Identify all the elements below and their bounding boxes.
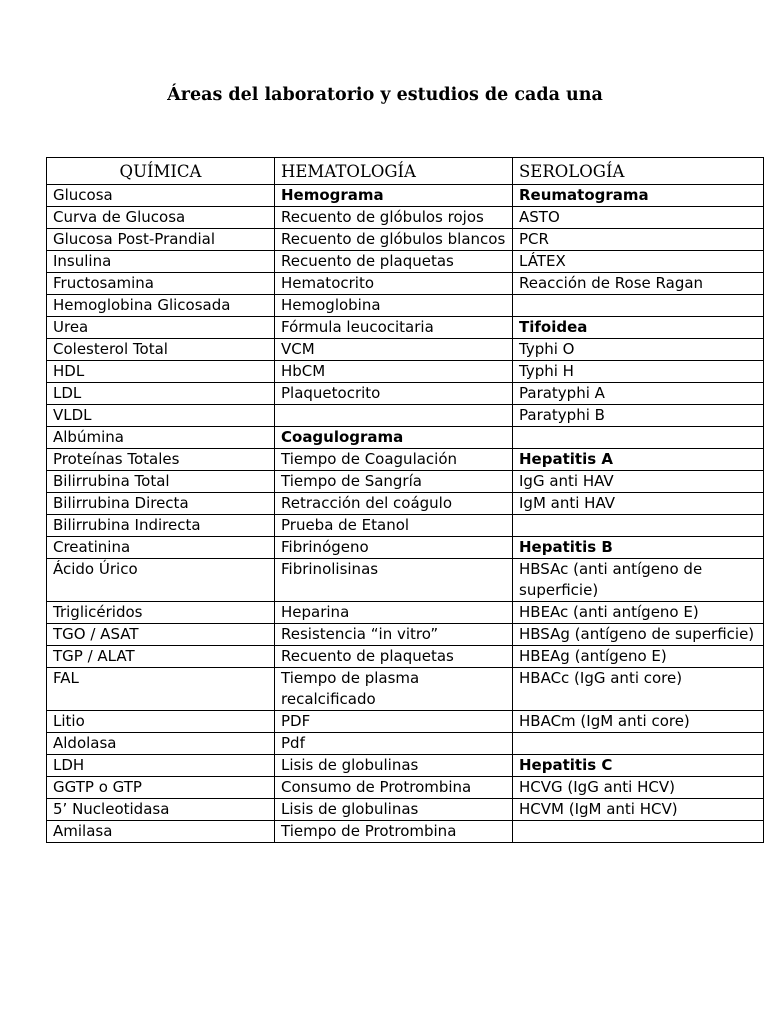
hematologia-cell: HbCM	[275, 361, 513, 383]
table-row	[47, 777, 764, 799]
serologia-cell: Paratyphi A	[513, 383, 764, 405]
quimica-cell: Hemoglobina Glicosada	[47, 295, 275, 317]
quimica-cell: Urea	[47, 317, 275, 339]
quimica-cell: Curva de Glucosa	[47, 207, 275, 229]
hematologia-cell: Prueba de Etanol	[275, 515, 513, 537]
hematologia-cell: Heparina	[275, 602, 513, 624]
hematologia-cell: Retracción del coágulo	[275, 493, 513, 515]
quimica-cell: 5’ Nucleotidasa	[47, 799, 275, 821]
quimica-cell: Glucosa	[47, 185, 275, 207]
document-title: Áreas del laboratorio y estudios de cada una	[167, 85, 603, 105]
quimica-cell: Triglicéridos	[47, 602, 275, 624]
table-row	[47, 317, 764, 339]
quimica-cell: TGO / ASAT	[47, 624, 275, 646]
table-row	[47, 361, 764, 383]
serologia-cell: HCVM (IgM anti HCV)	[513, 799, 764, 821]
table-row	[47, 427, 764, 449]
table-row	[47, 471, 764, 493]
serologia-cell	[513, 427, 764, 449]
quimica-cell: GGTP o GTP	[47, 777, 275, 799]
serologia-cell: Hepatitis C	[513, 755, 764, 777]
table-row	[47, 493, 764, 515]
quimica-cell: Insulina	[47, 251, 275, 273]
table-row	[47, 295, 764, 317]
serologia-cell	[513, 295, 764, 317]
quimica-cell: LDL	[47, 383, 275, 405]
hematologia-cell: Tiempo de Sangría	[275, 471, 513, 493]
serologia-cell: IgM anti HAV	[513, 493, 764, 515]
serologia-cell: HBSAg (antígeno de superficie)	[513, 624, 764, 646]
quimica-cell: Proteínas Totales	[47, 449, 275, 471]
lab-areas-table	[46, 157, 764, 843]
table-row	[47, 602, 764, 624]
table-row	[47, 537, 764, 559]
serologia-cell: PCR	[513, 229, 764, 251]
header-hematologia: HEMATOLOGÍA	[275, 158, 513, 185]
table-row	[47, 339, 764, 361]
table-row	[47, 449, 764, 471]
quimica-cell: Fructosamina	[47, 273, 275, 295]
quimica-cell: Bilirrubina Indirecta	[47, 515, 275, 537]
serologia-cell: HBSAc (anti antígeno de superficie)	[513, 559, 764, 602]
table-row	[47, 711, 764, 733]
serologia-cell: HBEAc (anti antígeno E)	[513, 602, 764, 624]
serologia-cell: HBEAg (antígeno E)	[513, 646, 764, 668]
hematologia-cell: Recuento de plaquetas	[275, 646, 513, 668]
quimica-cell: Glucosa Post-Prandial	[47, 229, 275, 251]
quimica-cell: Amilasa	[47, 821, 275, 843]
table-row	[47, 273, 764, 295]
serologia-cell: ASTO	[513, 207, 764, 229]
hematologia-cell: Fibrinógeno	[275, 537, 513, 559]
table-row	[47, 799, 764, 821]
quimica-cell: LDH	[47, 755, 275, 777]
serologia-cell: HBACm (IgM anti core)	[513, 711, 764, 733]
serologia-cell: Reumatograma	[513, 185, 764, 207]
serologia-cell: LÁTEX	[513, 251, 764, 273]
hematologia-cell	[275, 405, 513, 427]
table-header-row	[47, 158, 764, 185]
hematologia-cell: Coagulograma	[275, 427, 513, 449]
table-row	[47, 755, 764, 777]
serologia-cell: Hepatitis A	[513, 449, 764, 471]
hematologia-cell: Pdf	[275, 733, 513, 755]
table-row	[47, 405, 764, 427]
hematologia-cell: Hemoglobina	[275, 295, 513, 317]
serologia-cell	[513, 515, 764, 537]
table-row	[47, 229, 764, 251]
quimica-cell: HDL	[47, 361, 275, 383]
quimica-cell: FAL	[47, 668, 275, 711]
table-row	[47, 185, 764, 207]
hematologia-cell: Lisis de globulinas	[275, 755, 513, 777]
hematologia-cell: Lisis de globulinas	[275, 799, 513, 821]
hematologia-cell: Resistencia “in vitro”	[275, 624, 513, 646]
hematologia-cell: Tiempo de Protrombina	[275, 821, 513, 843]
hematologia-cell: Tiempo de plasma recalcificado	[275, 668, 513, 711]
table-row	[47, 383, 764, 405]
table-row	[47, 733, 764, 755]
serologia-cell: HBACc (IgG anti core)	[513, 668, 764, 711]
hematologia-cell: PDF	[275, 711, 513, 733]
quimica-cell: Litio	[47, 711, 275, 733]
quimica-cell: Colesterol Total	[47, 339, 275, 361]
hematologia-cell: Fibrinolisinas	[275, 559, 513, 602]
quimica-cell: Bilirrubina Directa	[47, 493, 275, 515]
header-quimica: QUÍMICA	[47, 158, 275, 185]
quimica-cell: Bilirrubina Total	[47, 471, 275, 493]
table-row	[47, 646, 764, 668]
table-row	[47, 251, 764, 273]
table-body	[47, 185, 764, 843]
quimica-cell: Creatinina	[47, 537, 275, 559]
hematologia-cell: Recuento de plaquetas	[275, 251, 513, 273]
table-row	[47, 207, 764, 229]
serologia-cell	[513, 733, 764, 755]
table-row	[47, 668, 764, 711]
hematologia-cell: VCM	[275, 339, 513, 361]
quimica-cell: Albúmina	[47, 427, 275, 449]
table-row	[47, 821, 764, 843]
quimica-cell: Ácido Úrico	[47, 559, 275, 602]
quimica-cell: TGP / ALAT	[47, 646, 275, 668]
hematologia-cell: Hematocrito	[275, 273, 513, 295]
table-row	[47, 624, 764, 646]
serologia-cell: Typhi O	[513, 339, 764, 361]
hematologia-cell: Recuento de glóbulos blancos	[275, 229, 513, 251]
hematologia-cell: Fórmula leucocitaria	[275, 317, 513, 339]
hematologia-cell: Hemograma	[275, 185, 513, 207]
serologia-cell	[513, 821, 764, 843]
serologia-cell: IgG anti HAV	[513, 471, 764, 493]
hematologia-cell: Consumo de Protrombina	[275, 777, 513, 799]
header-serologia: SEROLOGÍA	[513, 158, 764, 185]
quimica-cell: VLDL	[47, 405, 275, 427]
table-row	[47, 515, 764, 537]
serologia-cell: HCVG (IgG anti HCV)	[513, 777, 764, 799]
serologia-cell: Typhi H	[513, 361, 764, 383]
table-row	[47, 559, 764, 602]
hematologia-cell: Tiempo de Coagulación	[275, 449, 513, 471]
serologia-cell: Paratyphi B	[513, 405, 764, 427]
serologia-cell: Tifoidea	[513, 317, 764, 339]
serologia-cell: Reacción de Rose Ragan	[513, 273, 764, 295]
hematologia-cell: Plaquetocrito	[275, 383, 513, 405]
quimica-cell: Aldolasa	[47, 733, 275, 755]
hematologia-cell: Recuento de glóbulos rojos	[275, 207, 513, 229]
serologia-cell: Hepatitis B	[513, 537, 764, 559]
